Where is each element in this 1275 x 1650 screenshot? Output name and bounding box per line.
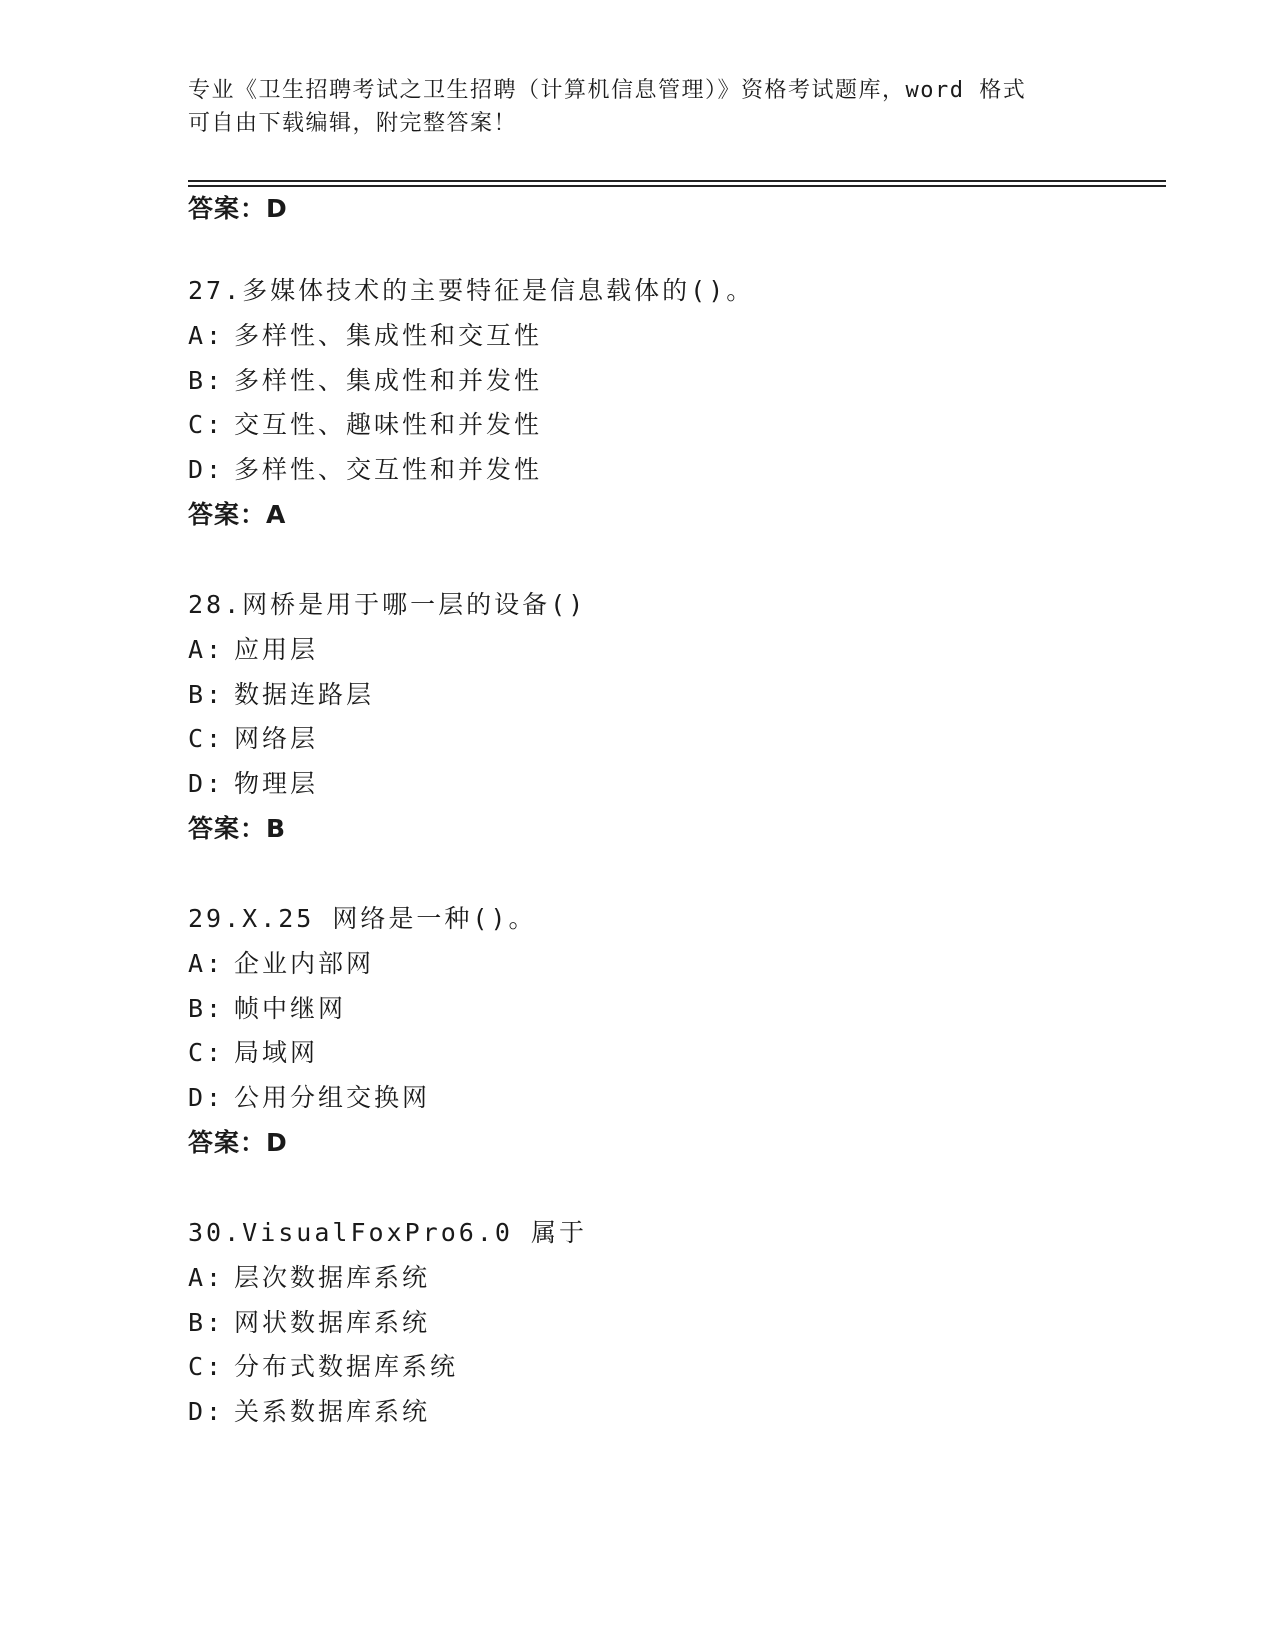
option-label: C: [188,1038,225,1067]
option-text: 应用层 [234,635,319,664]
option-d [188,455,542,485]
option-c [188,1038,318,1068]
document-header [188,74,1088,140]
option-text: 多样性、集成性和交互性 [234,321,543,350]
option-c [188,410,542,440]
option-text: 多样性、交互性和并发性 [234,455,543,484]
option-d [188,769,318,799]
answer: 答案：A [188,500,287,529]
question-stem: 28.网桥是用于哪一层的设备() [188,590,587,619]
option-label: B: [188,994,225,1023]
option-a [188,949,374,979]
option-text: 帧中继网 [234,994,347,1023]
option-text: 层次数据库系统 [234,1263,431,1292]
header-line-2: 可自由下载编辑，附完整答案！ [188,111,518,136]
option-text: 企业内部网 [234,949,375,978]
option-label: D: [188,455,225,484]
option-b [188,680,374,710]
option-label: D: [188,769,225,798]
option-label: D: [188,1083,225,1112]
option-label: A: [188,321,225,350]
header-rule-top [188,180,1166,182]
option-d [188,1083,430,1113]
option-label: A: [188,1263,225,1292]
option-label: A: [188,635,225,664]
option-text: 分布式数据库系统 [234,1352,459,1381]
option-b [188,366,542,396]
option-c [188,724,318,754]
option-text: 网络层 [234,724,319,753]
option-label: B: [188,366,225,395]
option-b [188,1308,430,1338]
option-text: 局域网 [234,1038,319,1067]
option-a [188,635,318,665]
option-label: B: [188,1308,225,1337]
option-label: A: [188,949,225,978]
answer: 答案：B [188,814,287,843]
option-text: 交互性、趣味性和并发性 [234,410,543,439]
option-c [188,1352,458,1382]
question-stem: 30.VisualFoxPro6.0 属于 [188,1218,587,1247]
option-label: B: [188,680,225,709]
option-label: C: [188,410,225,439]
question-stem: 27.多媒体技术的主要特征是信息载体的()。 [188,276,755,305]
option-a [188,321,542,351]
option-text: 关系数据库系统 [234,1397,431,1426]
option-label: D: [188,1397,225,1426]
option-text: 公用分组交换网 [234,1083,431,1112]
answer: 答案：D [188,1128,288,1157]
option-a [188,1263,430,1293]
previous-answer: 答案：D [188,194,288,223]
option-text: 物理层 [234,769,319,798]
question-stem: 29.X.25 网络是一种()。 [188,904,537,933]
option-text: 数据连路层 [234,680,375,709]
option-b [188,994,346,1024]
option-text: 网状数据库系统 [234,1308,431,1337]
option-label: C: [188,1352,225,1381]
option-text: 多样性、集成性和并发性 [234,366,543,395]
header-rule-bottom [188,185,1166,187]
option-d [188,1397,430,1427]
option-label: C: [188,724,225,753]
header-line-1: 专业《卫生招聘考试之卫生招聘（计算机信息管理）》资格考试题库，word 格式 [188,78,1027,103]
